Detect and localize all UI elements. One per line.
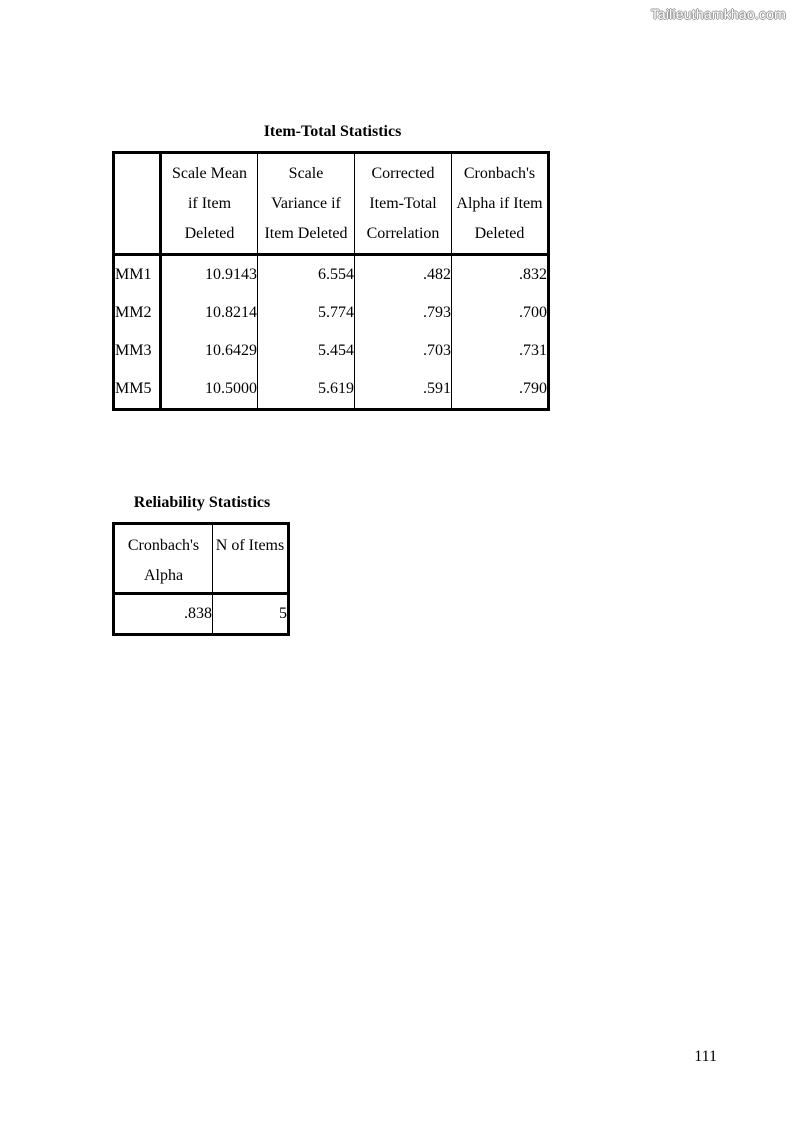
cell-scale-mean: 10.5000 <box>161 370 258 410</box>
cell-alpha-if-deleted: .731 <box>452 332 549 370</box>
header-line: Cronbach's <box>463 164 536 182</box>
page-number: 111 <box>694 1048 717 1065</box>
cell-alpha-if-deleted: .832 <box>452 255 549 295</box>
header-alpha-if-deleted <box>452 153 549 255</box>
header-line: Item-Total <box>369 194 437 212</box>
table-row <box>114 294 549 332</box>
header-line: Alpha <box>143 567 184 584</box>
cell-scale-variance: 5.774 <box>258 294 355 332</box>
header-line: Cronbach's <box>127 537 200 554</box>
cell-corrected-correlation: .703 <box>355 332 452 370</box>
cell-corrected-correlation: .482 <box>355 255 452 295</box>
cell-alpha-if-deleted: .700 <box>452 294 549 332</box>
header-scale-mean <box>161 153 258 255</box>
header-corrected-correlation <box>355 153 452 255</box>
cell-n-of-items: 5 <box>213 594 289 635</box>
item-total-header-row <box>114 153 549 255</box>
reliability-title: Reliability Statistics <box>133 494 271 511</box>
reliability-table <box>112 522 290 636</box>
table-row <box>114 594 289 635</box>
watermark-text: Tailieuthamkhao.com <box>650 6 786 22</box>
header-n-of-items <box>213 524 289 594</box>
cell-scale-mean: 10.8214 <box>161 294 258 332</box>
cell-corrected-correlation: .591 <box>355 370 452 410</box>
item-total-title: Item-Total Statistics <box>263 123 402 140</box>
row-label: MM1 <box>115 266 152 283</box>
cell-scale-mean: 10.9143 <box>161 255 258 295</box>
header-line: if Item <box>187 194 232 212</box>
reliability-header-row <box>114 524 289 594</box>
cell-cronbach-alpha: .838 <box>184 605 212 622</box>
table-row <box>114 332 549 370</box>
cell-scale-variance: 5.454 <box>258 332 355 370</box>
cell-scale-variance: 6.554 <box>258 255 355 295</box>
header-line: Scale Mean <box>171 164 248 182</box>
header-line: Item Deleted <box>264 224 348 242</box>
table-row <box>114 370 549 410</box>
item-total-table <box>112 151 550 411</box>
header-cronbach-alpha <box>114 524 213 594</box>
table-row <box>114 255 549 295</box>
header-line: Alpha if Item <box>456 194 543 212</box>
cell-alpha-if-deleted: .790 <box>452 370 549 410</box>
header-line: Deleted <box>474 224 525 242</box>
header-line: Scale <box>288 164 324 182</box>
header-line: Deleted <box>184 224 235 242</box>
cell-scale-mean: 10.6429 <box>161 332 258 370</box>
header-scale-variance <box>258 153 355 255</box>
row-label: MM3 <box>115 342 152 359</box>
cell-scale-variance: 5.619 <box>258 370 355 410</box>
header-corner-cell <box>114 153 161 255</box>
header-line: N of Items <box>215 537 285 554</box>
header-line: Corrected <box>371 164 435 182</box>
header-line: Correlation <box>366 224 440 242</box>
row-label: MM5 <box>115 380 152 397</box>
cell-corrected-correlation: .793 <box>355 294 452 332</box>
row-label: MM2 <box>115 304 152 321</box>
header-line: Variance if <box>271 194 341 212</box>
